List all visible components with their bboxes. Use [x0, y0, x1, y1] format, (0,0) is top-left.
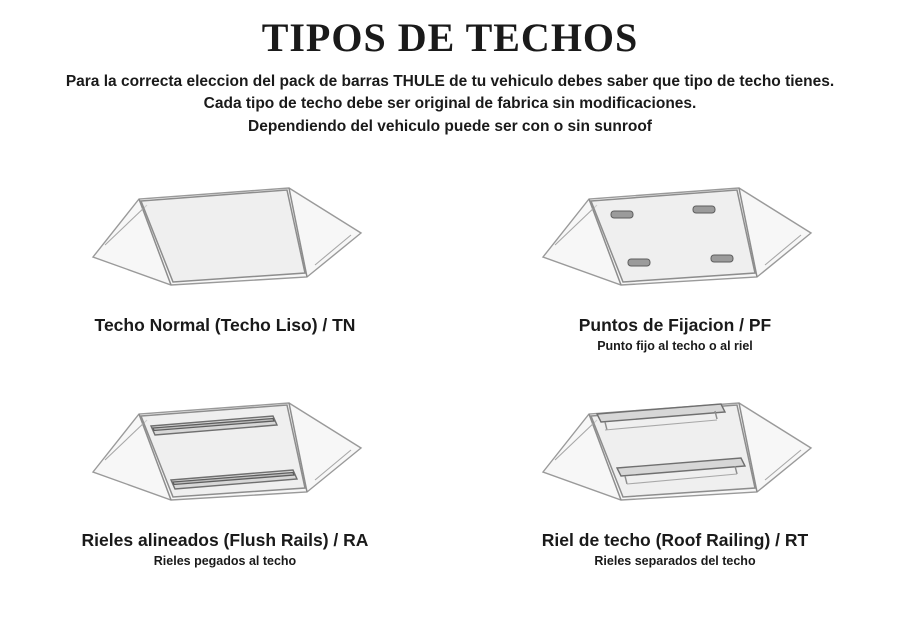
car-roof-fixpoints-icon [450, 165, 900, 313]
subtitle-line-1: Para la correcta eleccion del pack de barras THULE de tu vehiculo debes saber que tipo de techo tienes. [65, 73, 835, 90]
roof-type-card-tn [0, 165, 450, 380]
car-roof-plain-icon [0, 165, 450, 313]
roof-type-subcaption: Rieles separados del techo [594, 554, 756, 568]
subtitle-block [24, 71, 876, 138]
car-roof-raised-railing-icon [450, 380, 900, 528]
subtitle-line-3: Dependiendo del vehiculo puede ser con o sin sunroof [248, 117, 652, 135]
subtitle-line-2: Cada tipo de techo debe ser original de fabrica sin modificaciones. [203, 95, 697, 113]
roof-type-caption: Techo Normal (Techo Liso) / TN [94, 315, 356, 335]
page-title: TIPOS DE TECHOS [261, 15, 639, 60]
roof-types-grid [0, 165, 900, 605]
roof-type-card-rt [450, 380, 900, 595]
car-roof-flush-rails-icon [0, 380, 450, 528]
roof-type-caption: Puntos de Fijacion / PF [578, 315, 772, 335]
roof-type-caption: Riel de techo (Roof Railing) / RT [541, 530, 809, 550]
poster-root [0, 17, 900, 617]
roof-type-card-pf [450, 165, 900, 380]
roof-type-subcaption: Punto fijo al techo o al riel [597, 339, 753, 353]
roof-type-card-ra [0, 380, 450, 595]
roof-type-caption: Rieles alineados (Flush Rails) / RA [81, 530, 369, 550]
roof-type-subcaption: Rieles pegados al techo [153, 554, 297, 568]
